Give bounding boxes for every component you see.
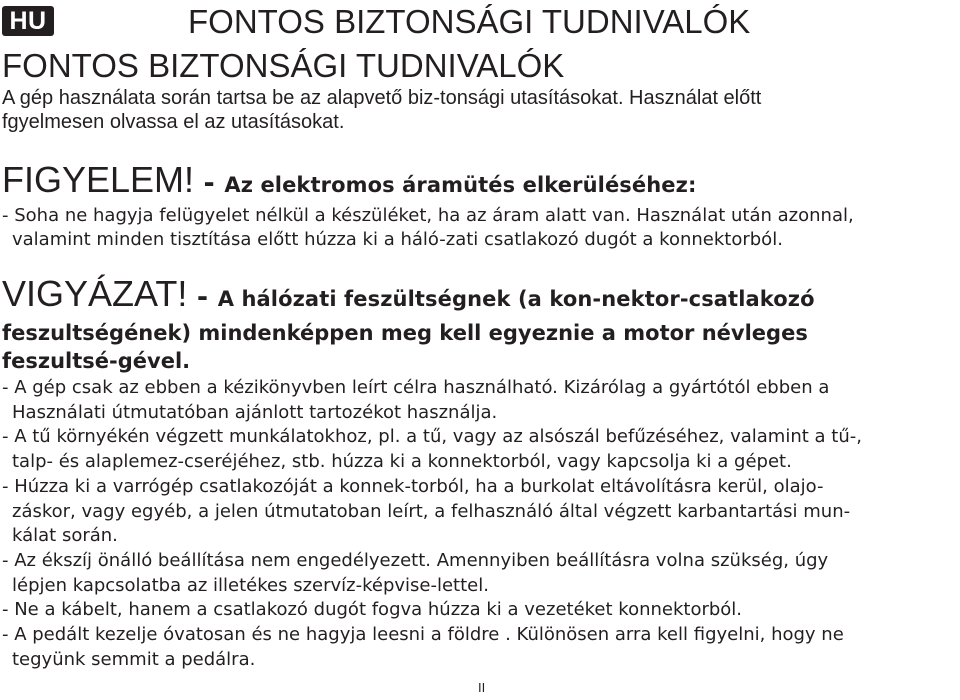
list-item-line: - Az ékszíj önálló beállítása nem engedélyezett. Amennyiben beállításra volna szükség, úgy: [2, 549, 829, 571]
list-item-line: - A gép csak az ebben a kézikönyvben leírt célra használható. Kizárólag a gyártótól ebben a: [2, 377, 830, 398]
list-item-line: - A tű környékén végzett munkálatokhoz, pl. a tű, vagy az alsószál befűzéséhez, valamint a tű-,: [2, 426, 862, 448]
list-item: [2, 598, 957, 623]
warning-subtitle: Az elektromos áramütés elkerüléséhez:: [224, 173, 697, 197]
warning-dash: -: [194, 168, 225, 199]
warning-electric-shock: [2, 160, 957, 251]
list-item-line: lépjen kapcsolatba az illetékes szervíz-képvise-lettel.: [12, 574, 489, 596]
intro-line: fgyelmesen olvassa el az utasításokat.: [2, 111, 345, 133]
warning-label: FIGYELEM!: [2, 159, 195, 200]
warning-heading: [2, 160, 957, 205]
warning-heading: [2, 273, 957, 317]
warning-text-line: valamint minden tisztítása előtt húzza ki a háló-zati csatlakozó dugót a konnektorból.: [12, 228, 783, 250]
language-badge: HU: [2, 6, 54, 36]
list-item-line: - A pedált kezelje óvatosan és ne hagyja leesni a földre . Különösen arra kell figyelni, hogy ne: [2, 624, 844, 646]
warning-text-line: - Soha ne hagyja felügyelet nélkül a készüléket, ha az áram alatt van. Használat után azonnal,: [2, 205, 854, 226]
list-item: [2, 475, 957, 549]
list-item: [2, 425, 957, 474]
warning-label: VIGYÁZAT!: [2, 273, 188, 314]
list-item-line: Használati útmutatóban ajánlott tartozékot használja.: [12, 401, 498, 423]
list-item-line: - Ne a kábelt, hanem a csatlakozó dugót fogva húzza ki a vezetéket konnektorból.: [2, 599, 743, 621]
warning-voltage: [2, 273, 957, 672]
warning-subtitle: A hálózati feszültségnek (a kon-nektor-csatlakozó: [217, 287, 815, 311]
warning-dash: -: [187, 282, 218, 313]
warning-subtitle-line: feszultsé-gével.: [2, 349, 191, 373]
intro-paragraph: [2, 86, 952, 134]
page-number: II: [478, 680, 486, 695]
list-item: [2, 623, 957, 672]
list-item-line: záskor, vagy egyéb, a jelen útmutatoban leírt, a felhasználó által végzett karbantartási mun-: [12, 500, 851, 522]
warning-subtitle-line: feszultségének) mindenképpen meg kell egyeznie a motor névleges: [2, 321, 808, 345]
list-item-line: - Húzza ki a varrógép csatlakozóját a konnek-torból, ha a burkolat eltávolításra kerül, olajo-: [2, 475, 824, 497]
section-title: FONTOS BIZTONSÁGI TUDNIVALÓK: [2, 47, 565, 84]
list-item-line: kálat során.: [12, 525, 118, 547]
intro-line: A gép használata során tartsa be az alapvető biz-tonsági utasításokat. Használat előtt: [2, 87, 762, 109]
list-item-line: tegyünk semmit a pedálra.: [12, 648, 256, 670]
list-item-line: talp- és alaplemez-cseréjéhez, stb. húzza ki a konnektorból, vagy kapcsolja ki a gépet.: [12, 451, 792, 473]
list-item: [2, 549, 957, 598]
header-title: FONTOS BIZTONSÁGI TUDNIVALÓK: [188, 3, 751, 40]
list-item: [2, 376, 957, 425]
